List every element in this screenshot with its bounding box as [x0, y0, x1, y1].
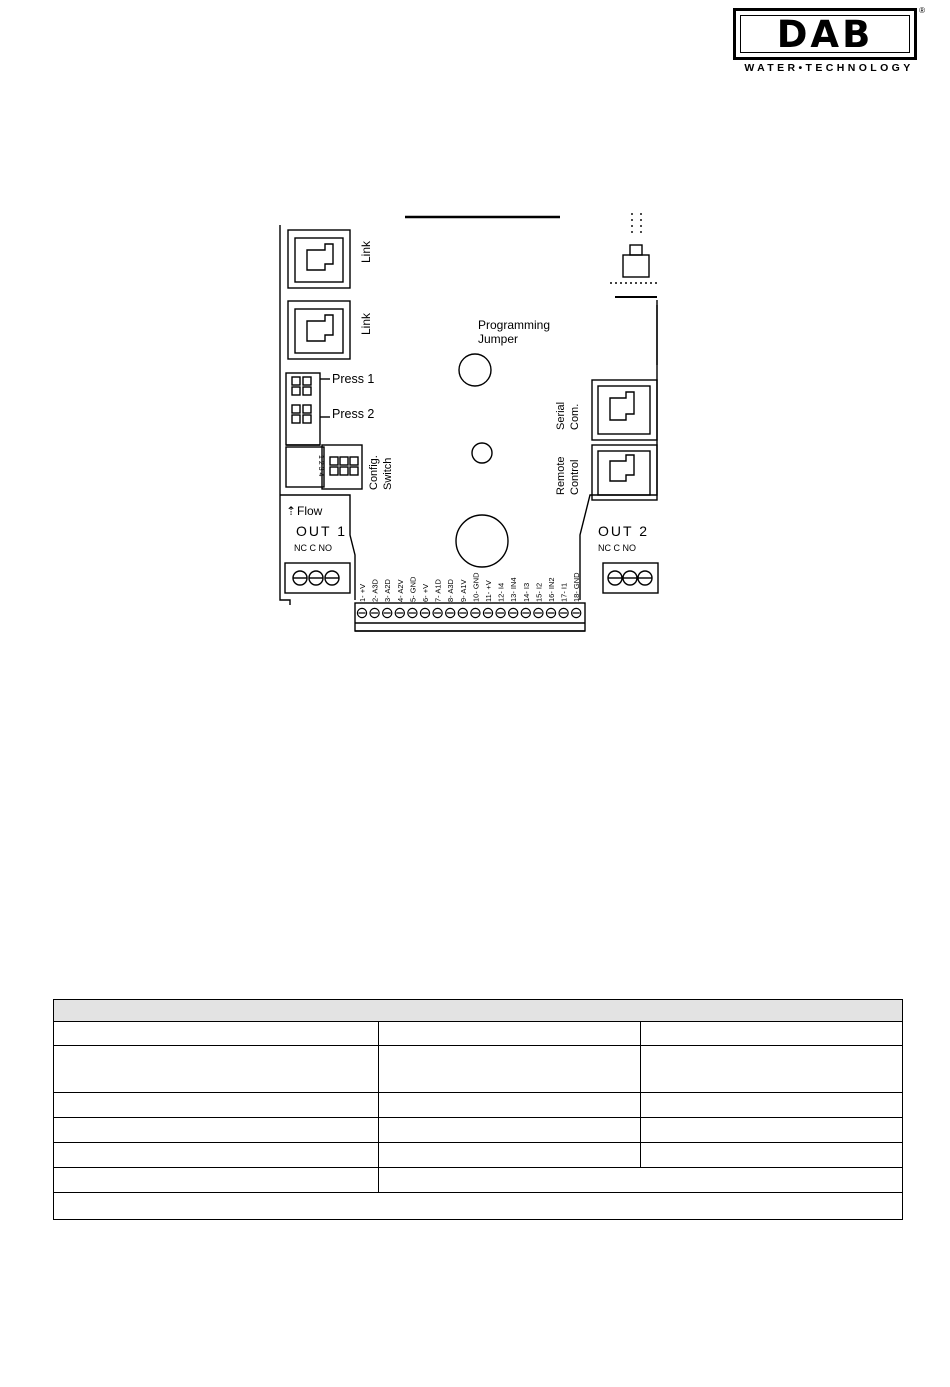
table-row: [54, 1046, 903, 1093]
flow-label: Flow: [297, 504, 323, 518]
terminal-label: 15- I2: [534, 582, 544, 602]
link-port-top: [288, 230, 350, 288]
terminal-label: 7- A1D: [433, 579, 443, 602]
remote-control-port: [592, 445, 657, 500]
terminal-label: 16- IN2: [547, 577, 556, 602]
press1-label: Press 1: [332, 372, 375, 386]
table-row: [54, 1143, 903, 1168]
table-cell: [641, 1022, 903, 1046]
terminal-label: 4- A2V: [395, 579, 405, 602]
remote-label: Remote: [555, 456, 567, 495]
terminal-label: 1- +V: [358, 583, 367, 602]
dab-logo: [729, 6, 929, 72]
table-cell: [54, 1046, 379, 1093]
terminal-label: 13- IN4: [509, 577, 519, 602]
terminal-screws: [357, 608, 580, 617]
terminal-label: 9- A1V: [458, 579, 468, 602]
link-port-bottom: [288, 301, 350, 359]
flow-arrow-icon: ⇡: [286, 504, 297, 518]
table-cell: [379, 1046, 641, 1093]
table-row: [54, 1168, 903, 1193]
control-board-diagram: [270, 205, 670, 650]
jumper-label: Jumper: [478, 332, 519, 346]
small-mounting-hole: [472, 443, 492, 463]
programming-jumper-hole: [459, 354, 491, 386]
out2-label: OUT 2: [598, 523, 649, 539]
top-right-component: [610, 213, 660, 283]
table-cell: [641, 1143, 903, 1168]
large-mounting-hole: [456, 515, 508, 567]
terminal-label: 3- A2D: [383, 579, 393, 602]
table-cell: [54, 1000, 903, 1022]
switch-label: Switch: [382, 457, 394, 490]
terminal-label: 12- I4: [496, 582, 506, 602]
table-cell: [379, 1093, 641, 1118]
table-cell: [54, 1143, 379, 1168]
serial-label: Serial: [555, 401, 567, 430]
table-cell: [379, 1143, 641, 1168]
logo-tagline: WATER•TECHNOLOGY: [744, 62, 914, 74]
out1-terminal-block: [285, 563, 350, 593]
com-label: Com.: [569, 403, 581, 430]
table-cell: [54, 1193, 903, 1220]
control-label: Control: [569, 459, 581, 495]
terminal-label: 8- A3D: [446, 579, 456, 602]
logo-frame: [733, 8, 917, 60]
table-cell: [54, 1093, 379, 1118]
logo-wordmark: DAB: [776, 12, 874, 56]
specification-table: [53, 999, 903, 1220]
out2-terminal-block: [603, 563, 658, 593]
terminal-label: 18- GND: [572, 572, 582, 602]
terminal-label: 10- GND: [471, 572, 481, 602]
programming-label: Programming: [478, 318, 551, 332]
table-row: [54, 1022, 903, 1046]
terminal-label: 5- GND: [408, 576, 418, 602]
table-cell: [379, 1118, 641, 1143]
press-connectors: [286, 373, 330, 445]
table-cell: [54, 1118, 379, 1143]
board-drawing: [270, 205, 670, 650]
out1-label: OUT 1: [296, 523, 347, 539]
press2-label: Press 2: [332, 407, 375, 421]
table-cell: [379, 1022, 641, 1046]
table-row: [54, 1093, 903, 1118]
table-header-row: [54, 1000, 903, 1022]
serial-com-port: [592, 380, 657, 440]
out1-contacts: NC C NO: [294, 543, 332, 553]
terminal-label: 14- I3: [521, 582, 531, 602]
link-bottom-label: Link: [359, 312, 373, 335]
table-cell: [379, 1168, 903, 1193]
terminal-label: 11- +V: [484, 580, 493, 602]
terminal-label: 17- I1: [559, 582, 569, 602]
table-cell: [641, 1118, 903, 1143]
table-row: [54, 1193, 903, 1220]
terminal-label: 2- A3D: [370, 579, 380, 602]
logo-inner-frame: [740, 12, 910, 56]
config-label: Config.: [368, 455, 380, 490]
link-top-label: Link: [359, 240, 373, 263]
registered-mark: ®: [919, 6, 925, 15]
out2-contacts: NC C NO: [598, 543, 636, 553]
table-cell: [641, 1046, 903, 1093]
table-row: [54, 1118, 903, 1143]
table-cell: [641, 1093, 903, 1118]
terminal-label: 6- +V: [421, 583, 430, 602]
table-cell: [54, 1168, 379, 1193]
dip-numbers: 1 2 3 4: [317, 455, 324, 477]
table-cell: [54, 1022, 379, 1046]
terminal-labels: [358, 572, 581, 602]
